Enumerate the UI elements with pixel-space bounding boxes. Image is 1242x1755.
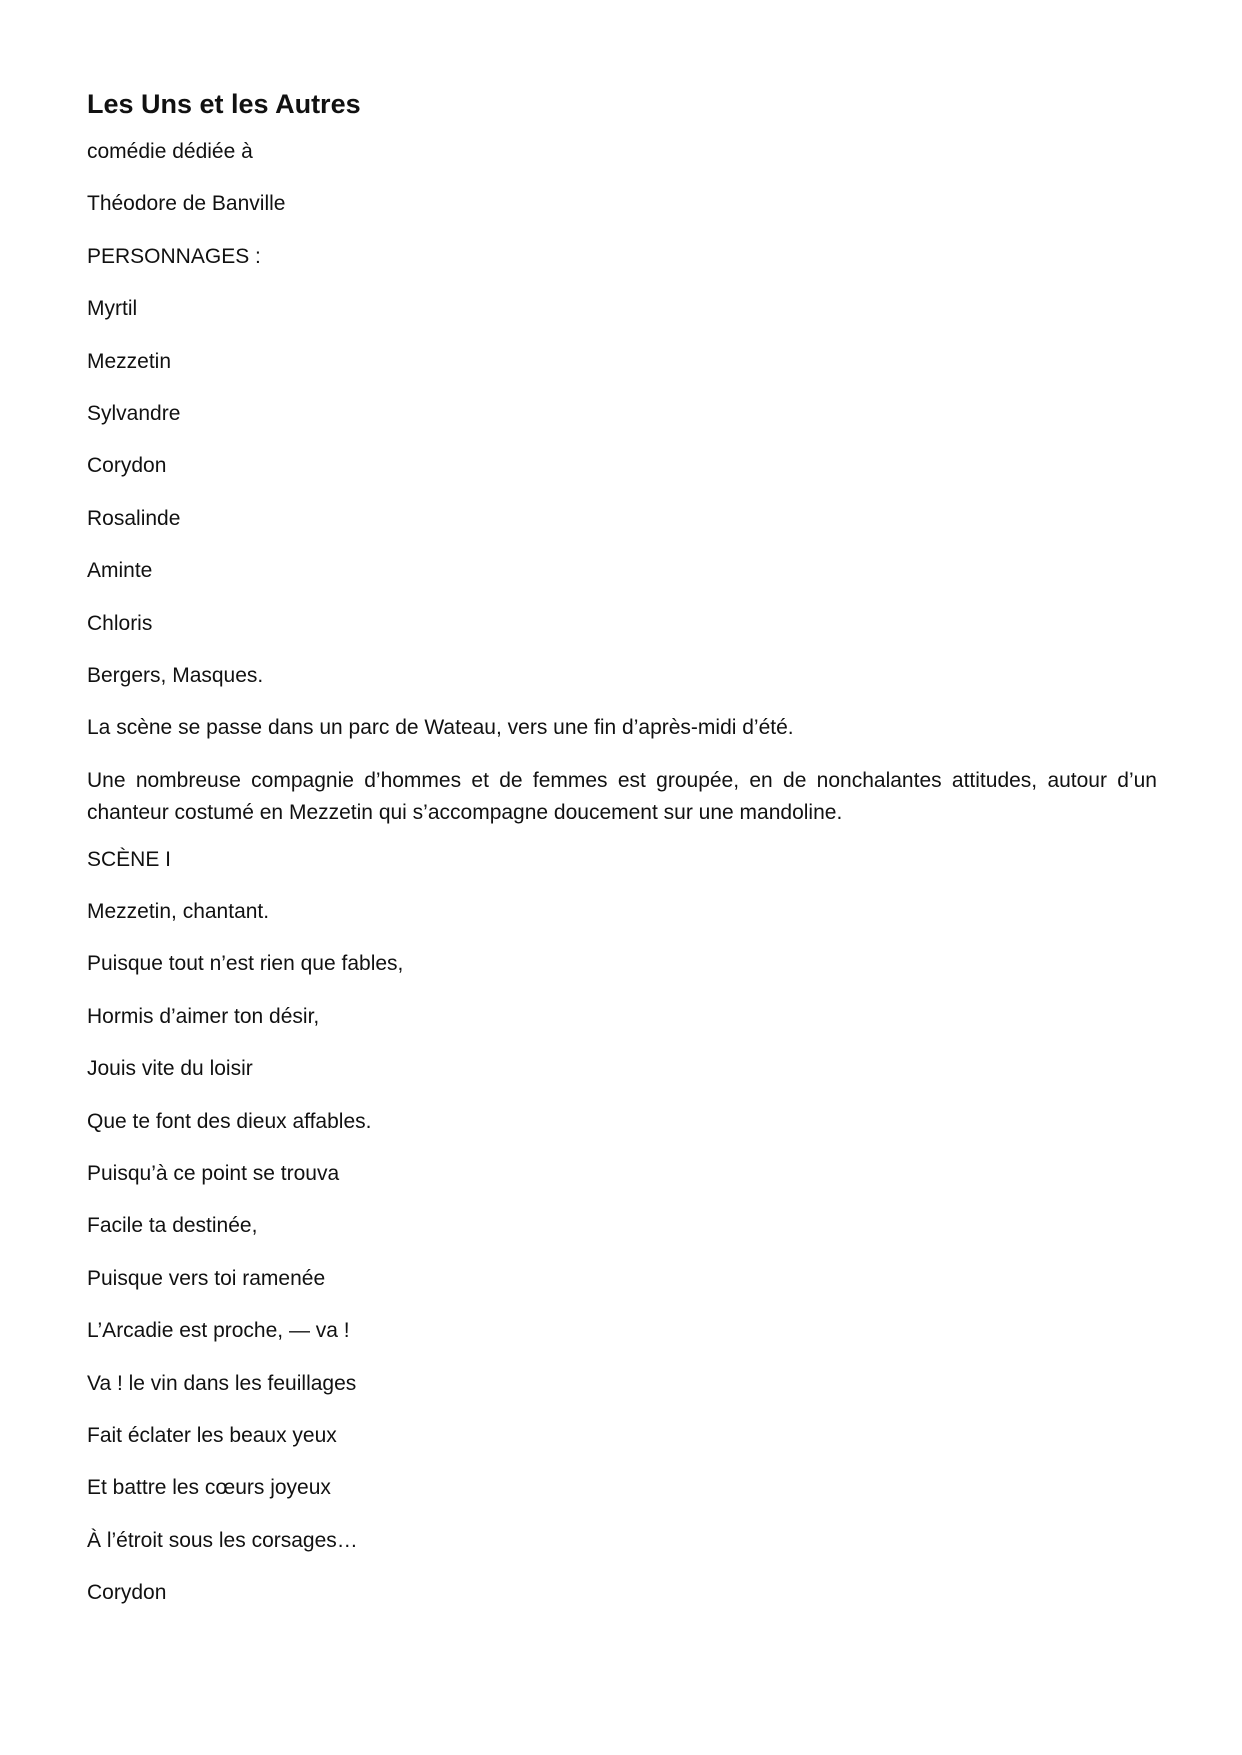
verse-line: Va ! le vin dans les feuillages [87,1371,357,1395]
verse-line: L’Arcadie est proche, — va ! [87,1319,350,1343]
cast-item: Mezzetin [87,349,172,373]
verse-line: Hormis d’aimer ton désir, [87,1004,320,1028]
verse-line: Et battre les cœurs joyeux [87,1476,331,1500]
cast-item: Corydon [87,454,167,478]
cast-item: Aminte [87,559,153,583]
cast-item: Sylvandre [87,401,181,425]
cast-item: Bergers, Masques. [87,663,264,687]
cast-item: Chloris [87,611,153,635]
verse-line: Fait éclater les beaux yeux [87,1423,337,1447]
cast-heading: PERSONNAGES : [87,244,261,268]
dedicatee-name: Théodore de Banville [87,192,286,216]
document-content [87,84,1157,1630]
verse-line: Jouis vite du loisir [87,1057,253,1081]
scene-heading: SCÈNE I [87,847,172,871]
subtitle-dedication: comédie dédiée à [87,140,253,163]
speaker-line: Mezzetin, chantant. [87,900,270,924]
cast-item: Myrtil [87,297,138,321]
verse-line: Puisqu’à ce point se trouva [87,1162,340,1186]
setting-line: La scène se passe dans un parc de Wateau, vers une fin d’après-midi d’été. [87,716,794,740]
verse-line: À l’étroit sous les corsages… [87,1528,358,1552]
verse-line: Puisque vers toi ramenée [87,1266,326,1290]
verse-line: Facile ta destinée, [87,1214,258,1238]
document-title: Les Uns et les Autres [87,89,361,119]
cast-item: Rosalinde [87,506,181,530]
speaker-line: Corydon [87,1581,167,1605]
verse-line: Puisque tout n’est rien que fables, [87,952,404,976]
stage-direction-paragraph: Une nombreuse compagnie d’hommes et de femmes est groupée, en de nonchalantes attitudes, autour d’un chanteur costumé en Mezzetin qui s’accompagne doucement sur une mandoline. [87,768,1157,824]
verse-line: Que te font des dieux affables. [87,1109,372,1133]
